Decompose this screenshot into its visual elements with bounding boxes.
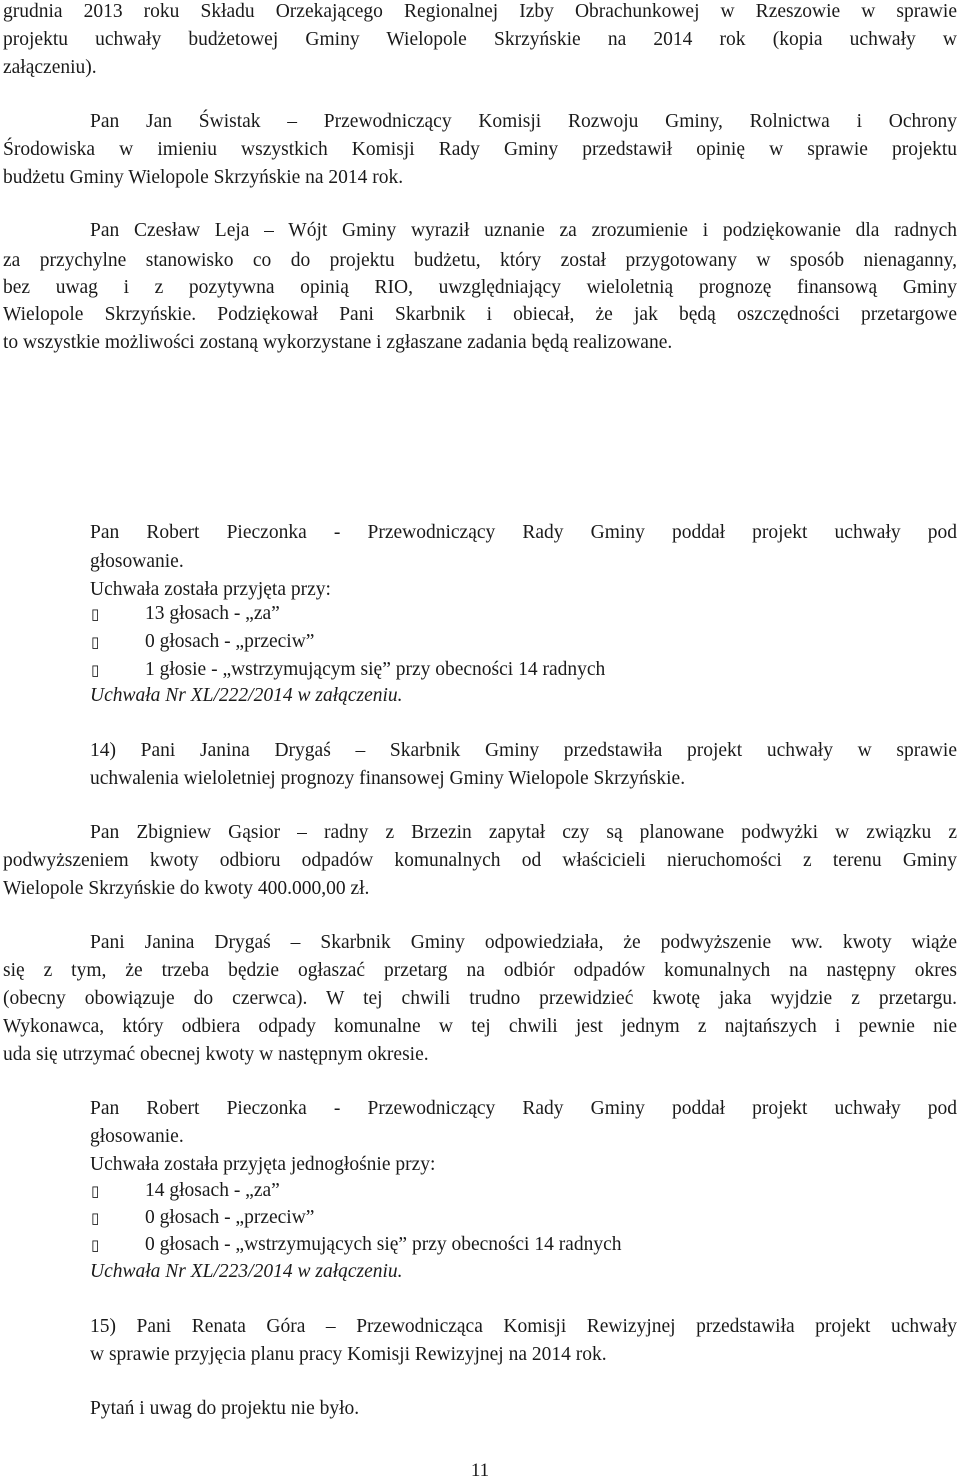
vote-intro-line: Pan Robert Pieczonka - Przewodniczący Rady Gminy poddał projekt uchwały pod	[90, 1098, 957, 1119]
paragraph-line: to wszystkie możliwości zostaną wykorzystane i zgłaszane zadania będą realizowane.	[3, 332, 673, 353]
paragraph-line: załączeniu).	[3, 57, 97, 78]
agenda-item-14-line: uchwalenia wieloletniej prognozy finansowej Gminy Wielopole Skrzyńskie.	[90, 768, 686, 789]
bullet-icon: ▯	[91, 1182, 100, 1200]
bullet-icon: ▯	[91, 1209, 100, 1227]
vote-accepted-text: Uchwała została przyjęta jednogłośnie przy:	[90, 1154, 436, 1175]
vote-count-item: 0 głosach - „wstrzymujących się” przy obecności 14 radnych	[145, 1234, 622, 1255]
vote-accepted-text: Uchwała została przyjęta przy:	[90, 579, 331, 600]
bullet-icon: ▯	[91, 1236, 100, 1254]
agenda-item-14: 14) Pani Janina Drygaś – Skarbnik Gminy przedstawiła projekt uchwały w sprawie	[90, 740, 957, 761]
paragraph-line: się z tym, że trzeba będzie ogłaszać przetarg na odbiór odpadów komunalnych na następny okres	[3, 960, 957, 981]
resolution-reference: Uchwała Nr XL/222/2014 w załączeniu.	[90, 685, 403, 706]
resolution-reference: Uchwała Nr XL/223/2014 w załączeniu.	[90, 1261, 403, 1282]
paragraph-line: podwyższeniem kwoty odbioru odpadów komunalnych od właścicieli nieruchomości z terenu Gminy	[3, 850, 957, 871]
vote-intro-line: Pan Robert Pieczonka - Przewodniczący Rady Gminy poddał projekt uchwały pod	[90, 522, 957, 543]
paragraph-line: Środowiska w imieniu wszystkich Komisji Rady Gminy przedstawił opinię w sprawie projektu	[3, 139, 957, 160]
paragraph-line: bez uwag i z pozytywna opinią RIO, uwzględniający wieloletnią prognozę finansową Gminy	[3, 277, 957, 298]
paragraph-line: (obecny obowiązuje do czerwca). W tej chwili trudno przewidzieć kwotę jaka wyjdzie z przetargu.	[3, 988, 957, 1009]
vote-count-item: 14 głosach - „za”	[145, 1180, 280, 1201]
vote-count-item: 0 głosach - „przeciw”	[145, 631, 315, 652]
vote-count-item: 13 głosach - „za”	[145, 603, 280, 624]
vote-intro-line: głosowanie.	[90, 551, 184, 572]
paragraph-line: Pan Zbigniew Gąsior – radny z Brzezin zapytał czy są planowane podwyżki w związku z	[90, 822, 957, 843]
paragraph-line: Pan Czesław Leja – Wójt Gminy wyraził uznanie za zrozumienie i podziękowanie dla radnych	[90, 220, 957, 241]
vote-count-item: 1 głosie - „wstrzymującym się” przy obecności 14 radnych	[145, 659, 606, 680]
agenda-item-15-line: w sprawie przyjęcia planu pracy Komisji Rewizyjnej na 2014 rok.	[90, 1344, 607, 1365]
paragraph-line: projektu uchwały budżetowej Gminy Wielopole Skrzyńskie na 2014 rok (kopia uchwały w	[3, 29, 957, 50]
page-number: 11	[470, 1460, 490, 1481]
paragraph-line: Wielopole Skrzyńskie. Podziękował Pani Skarbnik i obiecał, że jak będą oszczędności przetargowe	[3, 304, 957, 325]
vote-count-item: 0 głosach - „przeciw”	[145, 1207, 315, 1228]
paragraph-line: Wielopole Skrzyńskie do kwoty 400.000,00 zł.	[3, 878, 370, 899]
no-questions-text: Pytań i uwag do projektu nie było.	[90, 1398, 360, 1419]
bullet-icon: ▯	[91, 661, 100, 679]
paragraph-line: Pan Jan Świstak – Przewodniczący Komisji Rozwoju Gminy, Rolnictwa i Ochrony	[90, 111, 957, 132]
paragraph-line: Pani Janina Drygaś – Skarbnik Gminy odpowiedziała, że podwyższenie ww. kwoty wiąże	[90, 932, 957, 953]
vote-intro-line: głosowanie.	[90, 1126, 184, 1147]
paragraph-line: za przychylne stanowisko co do projektu budżetu, który został przygotowany w sposób nienaganny,	[3, 250, 957, 271]
paragraph-line: grudnia 2013 roku Składu Orzekającego Regionalnej Izby Obrachunkowej w Rzeszowie w sprawie	[3, 1, 957, 22]
paragraph-line: budżetu Gminy Wielopole Skrzyńskie na 2014 rok.	[3, 167, 404, 188]
agenda-item-15: 15) Pani Renata Góra – Przewodnicząca Komisji Rewizyjnej przedstawiła projekt uchwały	[90, 1316, 957, 1337]
bullet-icon: ▯	[91, 633, 100, 651]
paragraph-line: uda się utrzymać obecnej kwoty w następnym okresie.	[3, 1044, 429, 1065]
bullet-icon: ▯	[91, 605, 100, 623]
paragraph-line: Wykonawca, który odbiera odpady komunalne w tej chwili jest jednym z najtańszych i pewnie nie	[3, 1016, 957, 1037]
